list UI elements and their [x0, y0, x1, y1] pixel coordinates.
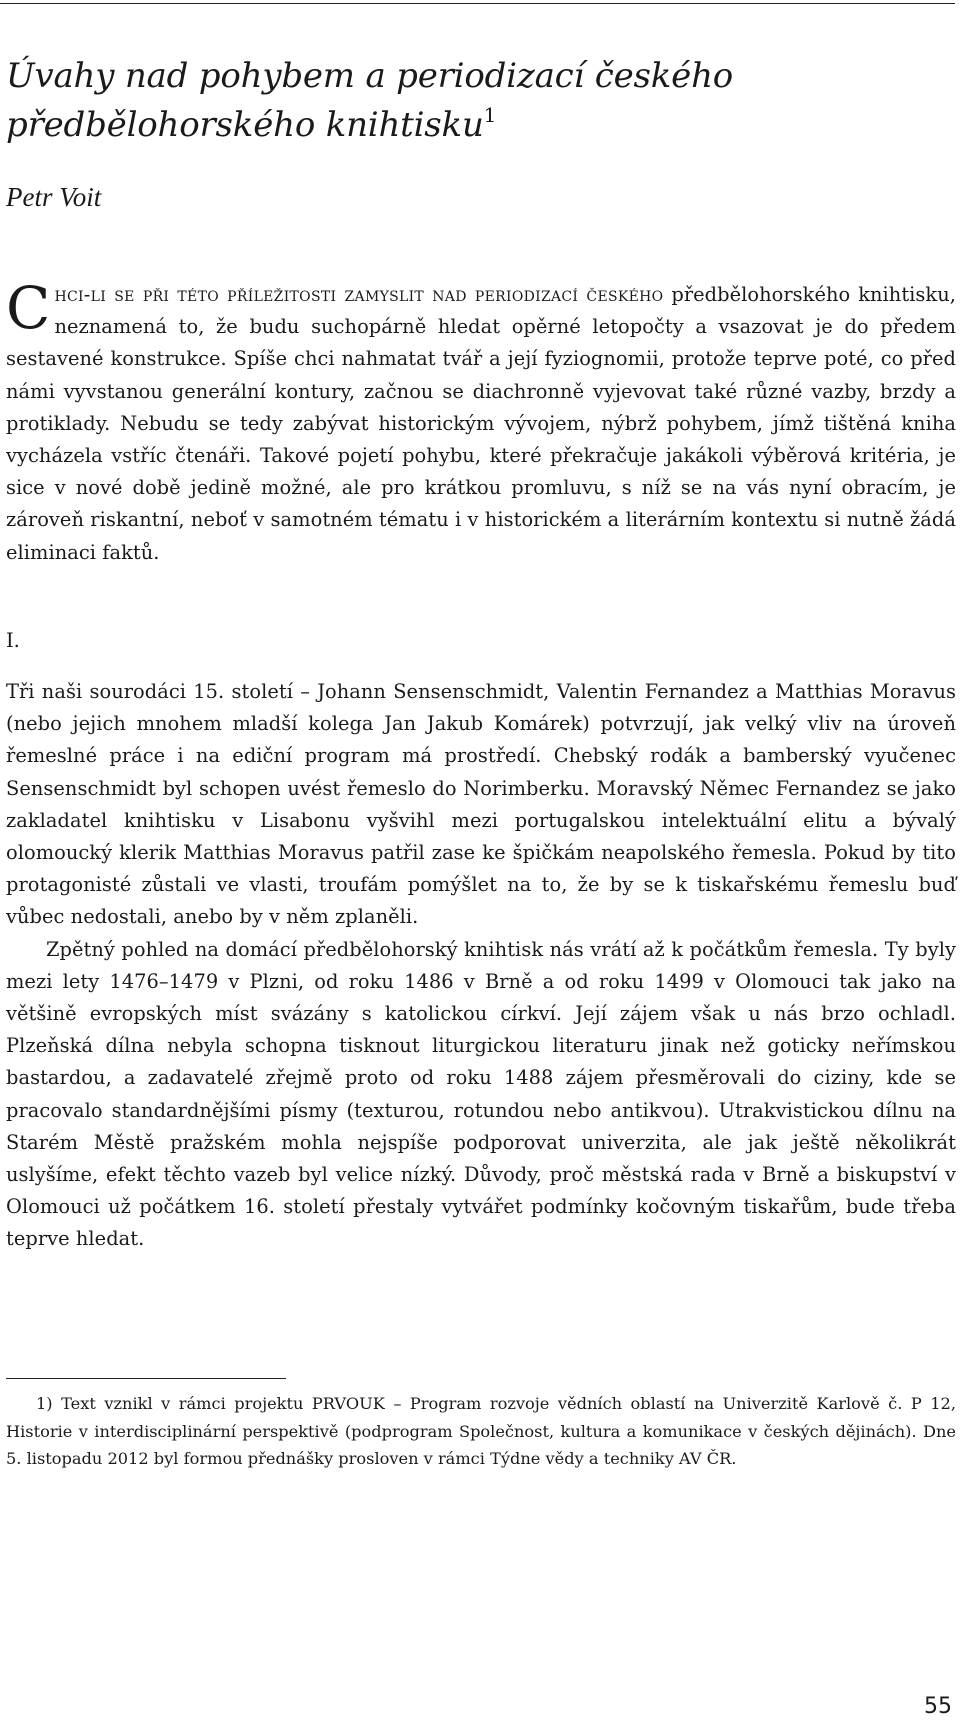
article-title-text: Úvahy nad pohybem a periodizací českého předbělohorského knihtisku — [6, 56, 734, 145]
section-body — [6, 676, 956, 1256]
title-footnote-ref[interactable]: 1 — [483, 103, 497, 127]
header-rule — [0, 3, 955, 4]
intro-text: předbělohorského knihtisku, neznamená to, že budu suchopárně hledat opěrné letopočty a vsazovat je do předem sestavené konstrukce. Spíše chci nahmatat tvář a její fyziognomii, protože teprve poté, co před námi vyvstanou generální kontury, začnou se diachronně vyjevovat také různé vazby, brzdy a protiklady. Nebudu se tedy zabývat historickým vývojem, nýbrž pohybem, jímž tištěná kniha vycházela vstříc čtenáři. Takové pojetí pohybu, které překračuje jakákoli výběrová kritéria, je sice v nové době jedině možné, ale pro krátkou promluvu, s níž se na vás nyní obracím, je zároveň riskantní, neboť v samotném tématu i v historickém a literárním kontextu si nutně žádá eliminaci faktů. — [6, 283, 956, 564]
body-paragraph-1: Tři naši sourodáci 15. století – Johann Sensenschmidt, Valentin Fernandez a Matthias Moravus (nebo jejich mnohem mladší kolega Jan Jakub Komárek) potvrzují, jak velký vliv na úroveň řemeslné práce i na ediční program má prostředí. Chebský rodák a bamberský vyučenec Sensenschmidt byl schopen uvést řemeslo do Norimberku. Moravský Němec Fernandez se jako zakladatel knihtisku v Lisabonu vyšvihl mezi portugalskou intelektuální elitu a bývalý olomoucký klerik Matthias Moravus patřil zase ke špičkám neapolského řemesla. Pokud by tito protagonisté zůstali ve vlasti, troufám pomýšlet na to, že by se k tiskařskému řemeslu buď vůbec nedostali, anebo by v něm zplaněli. — [6, 680, 956, 929]
body-paragraph-2: Zpětný pohled na domácí předbělohorský knihtisk nás vrátí až k počátkům řemesla. Ty byly mezi lety 1476–1479 v Plzni, od roku 1486 v Brně a od roku 1499 v Olomouci tak jako na většině evropských míst svázány s katolickou církví. Její zájem však u nás brzo ochladl. Plzeňská dílna nebyla schopna tisknout liturgickou literaturu jinak než goticky neřímskou bastardou, a zadavatelé zřejmě proto od roku 1488 zájem přesměrovali do ciziny, kde se pracovalo standardnějšími písmy (texturou, rotundou nebo antikvou). Utrakvistickou dílnu na Starém Městě pražském mohla nejspíše podporovat univerzita, ale jak ještě několikrát uslyšíme, efekt těchto vazeb byl velice nízký. Důvody, proč městská rada v Brně a biskupství v Olomouci už počátkem 16. století přestaly vytvářet podmínky kočovným tiskařům, bude třeba teprve hledat. — [6, 937, 956, 1251]
intro-paragraph — [6, 274, 956, 569]
article-title — [6, 52, 906, 150]
article-author: Petr Voit — [6, 182, 102, 212]
footnote-mark: 1) — [36, 1394, 53, 1413]
footnote-rule — [6, 1378, 286, 1379]
footnote-text: Text vznikl v rámci projektu PRVOUK – Program rozvoje vědních oblastí na Univerzitě Karlově č. P 12, Historie v interdisciplinární perspektivě (podprogram Společnost, kultura a komunikace v českých dějinách). Dne 5. listopadu 2012 byl formou přednášky prosloven v rámci Týdne vědy a techniky AV ČR. — [6, 1394, 956, 1468]
intro-paragraph-block — [6, 274, 956, 569]
intro-smallcaps-lead: hci-li se při této příležitosti zamyslit nad periodizací českého — [54, 283, 664, 306]
page-number: 55 — [924, 1694, 952, 1719]
drop-cap: C — [6, 274, 51, 342]
section-number: I. — [6, 629, 20, 652]
footnote — [6, 1390, 956, 1473]
